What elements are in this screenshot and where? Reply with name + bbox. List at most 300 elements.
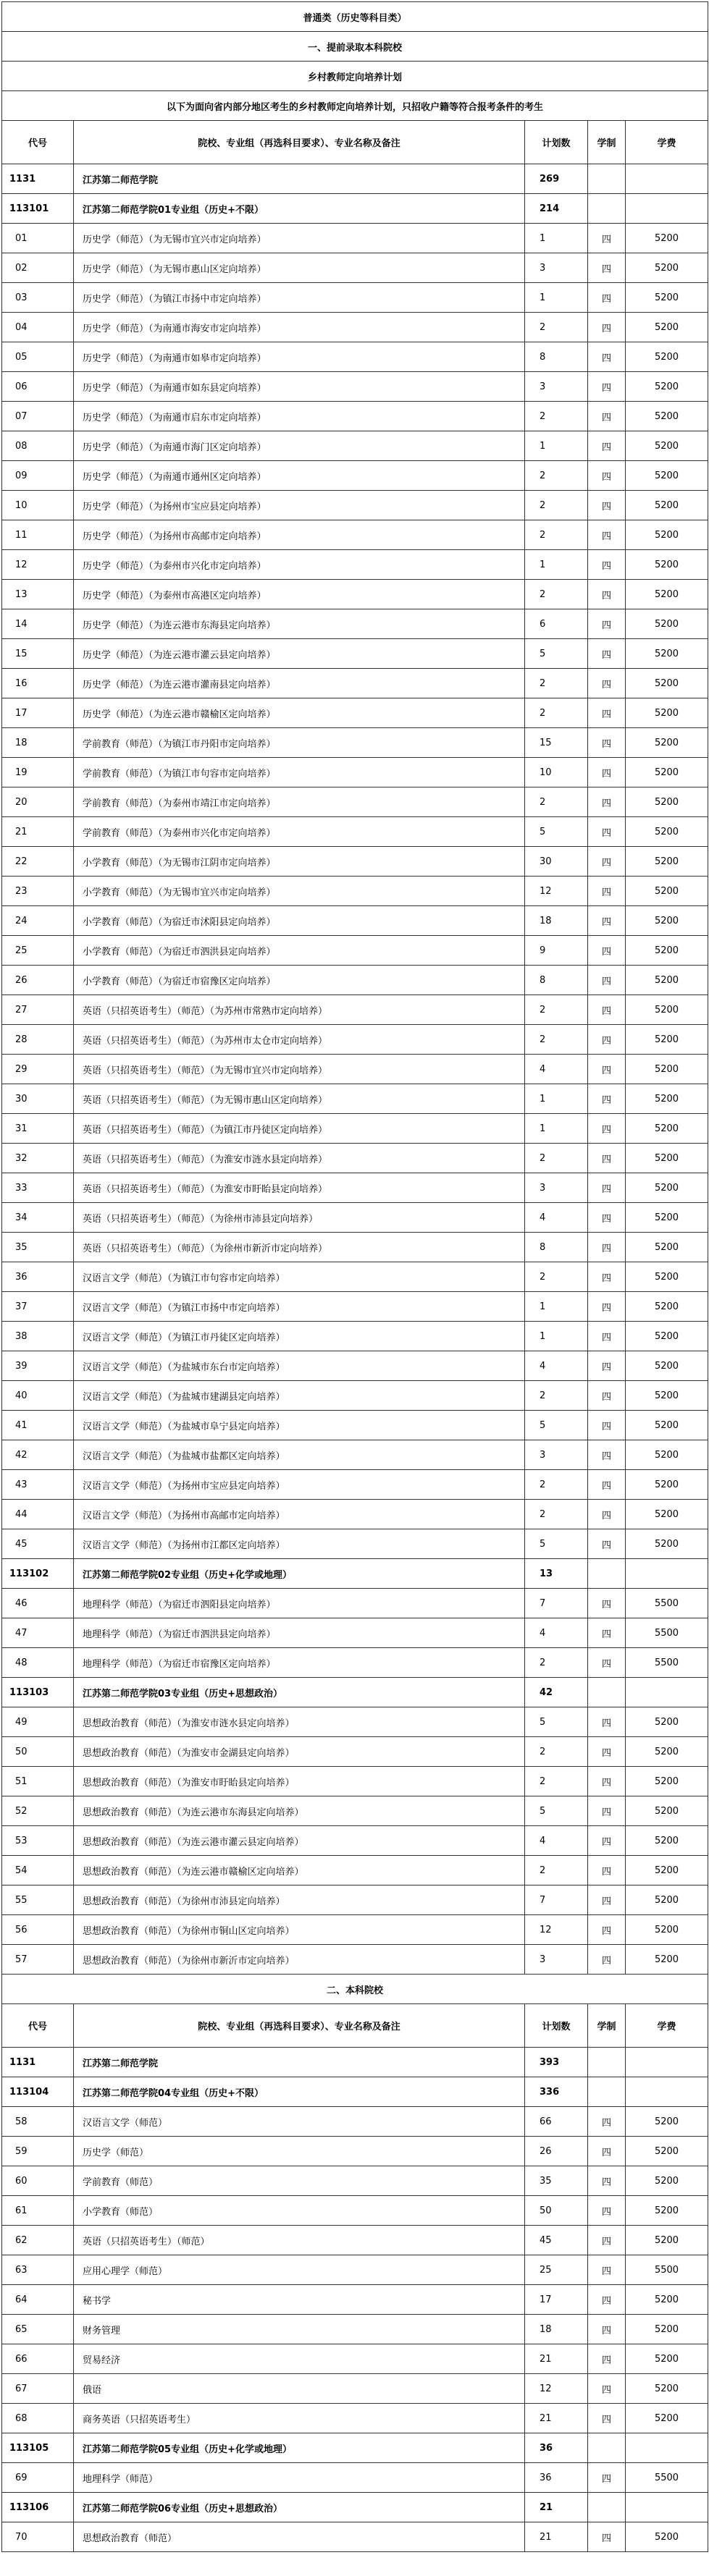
cell-fee: 5200	[626, 1144, 708, 1173]
cell-code: 61	[2, 2196, 74, 2226]
cell-fee	[626, 164, 708, 194]
table-row	[2, 1945, 708, 1975]
cell-name: 思想政治教育（师范）	[74, 2522, 525, 2552]
cell-fee: 5200	[626, 342, 708, 372]
cell-code: 16	[2, 669, 74, 698]
cell-name: 思想政治教育（师范）（为淮安市盱眙县定向培养）	[74, 1767, 525, 1796]
cell-fee: 5200	[626, 1233, 708, 1262]
table-row	[2, 1796, 708, 1826]
cell-code: 15	[2, 639, 74, 669]
cell-name: 英语（只招英语考生）（师范）（为无锡市宜兴市定向培养）	[74, 1055, 525, 1084]
cell-code: 51	[2, 1767, 74, 1796]
cell-code: 07	[2, 402, 74, 431]
cell-name: 学前教育（师范）（为泰州市靖江市定向培养）	[74, 787, 525, 817]
cell-years: 四	[588, 698, 626, 728]
cell-fee	[626, 2048, 708, 2077]
cell-code: 113104	[2, 2077, 74, 2107]
cell-fee: 5200	[626, 1945, 708, 1975]
cell-fee	[626, 194, 708, 224]
table-row	[2, 1084, 708, 1114]
cell-name: 学前教育（师范）	[74, 2166, 525, 2196]
cell-code: 22	[2, 847, 74, 877]
cell-years: 四	[588, 2107, 626, 2137]
table-row	[2, 1648, 708, 1678]
cell-fee: 5500	[626, 2463, 708, 2493]
cell-years: 四	[588, 1500, 626, 1529]
cell-plan: 2	[525, 520, 588, 550]
cell-name: 小学教育（师范）（为无锡市江阴市定向培养）	[74, 847, 525, 877]
cell-years: 四	[588, 1025, 626, 1055]
cell-plan: 15	[525, 728, 588, 758]
cell-years	[588, 2433, 626, 2463]
cell-fee: 5200	[626, 1114, 708, 1144]
cell-name: 历史学（师范）（为无锡市惠山区定向培养）	[74, 253, 525, 283]
cell-name: 历史学（师范）（为扬州市宝应县定向培养）	[74, 491, 525, 520]
cell-name: 江苏第二师范学院03专业组（历史+思想政治）	[74, 1678, 525, 1707]
col-years-header: 学制	[588, 2004, 626, 2048]
cell-code: 59	[2, 2137, 74, 2166]
cell-plan: 3	[525, 1173, 588, 1203]
cell-code: 70	[2, 2522, 74, 2552]
cell-years: 四	[588, 1322, 626, 1351]
table-row	[2, 1203, 708, 1233]
cell-name: 汉语言文学（师范）（为镇江市句容市定向培养）	[74, 1262, 525, 1292]
cell-fee: 5200	[626, 1055, 708, 1084]
table-row	[2, 669, 708, 698]
admission-plan-document	[1, 1, 708, 2552]
table-row	[2, 698, 708, 728]
cell-plan: 5	[525, 639, 588, 669]
cell-years: 四	[588, 1737, 626, 1767]
table-row	[2, 1381, 708, 1411]
cell-fee: 5200	[626, 2226, 708, 2255]
cell-plan: 393	[525, 2048, 588, 2077]
cell-years: 四	[588, 1055, 626, 1084]
cell-years: 四	[588, 1233, 626, 1262]
cell-code: 33	[2, 1173, 74, 1203]
table-row	[2, 1589, 708, 1618]
cell-code: 25	[2, 936, 74, 966]
cell-code: 113102	[2, 1559, 74, 1589]
cell-plan: 30	[525, 847, 588, 877]
cell-code: 65	[2, 2315, 74, 2344]
cell-plan: 10	[525, 758, 588, 787]
cell-plan: 5	[525, 1529, 588, 1559]
cell-years: 四	[588, 2196, 626, 2226]
cell-years: 四	[588, 669, 626, 698]
cell-name: 汉语言文学（师范）（为盐城市建湖县定向培养）	[74, 1381, 525, 1411]
cell-code: 24	[2, 906, 74, 936]
table-row	[2, 936, 708, 966]
cell-plan: 1	[525, 1322, 588, 1351]
cell-plan: 2	[525, 995, 588, 1025]
cell-name: 汉语言文学（师范）（为镇江市扬中市定向培养）	[74, 1292, 525, 1322]
cell-plan: 2	[525, 1648, 588, 1678]
cell-fee: 5200	[626, 1084, 708, 1114]
cell-name: 历史学（师范）（为南通市如东县定向培养）	[74, 372, 525, 402]
table-row	[2, 313, 708, 342]
cell-name: 江苏第二师范学院06专业组（历史+思想政治）	[74, 2493, 525, 2522]
cell-plan: 18	[525, 906, 588, 936]
cell-plan: 269	[525, 164, 588, 194]
section2-heading: 二、本科院校	[2, 1975, 708, 2004]
cell-years: 四	[588, 1351, 626, 1381]
cell-code: 37	[2, 1292, 74, 1322]
cell-plan: 42	[525, 1678, 588, 1707]
cell-years: 四	[588, 995, 626, 1025]
cell-plan: 25	[525, 2255, 588, 2285]
cell-years: 四	[588, 1292, 626, 1322]
cell-name: 历史学（师范）（为南通市启东市定向培养）	[74, 402, 525, 431]
cell-code: 66	[2, 2344, 74, 2374]
table-row	[2, 1500, 708, 1529]
table-row	[2, 1144, 708, 1173]
cell-fee: 5200	[626, 253, 708, 283]
table-row	[2, 580, 708, 609]
table-row	[2, 461, 708, 491]
section2-column-header	[2, 2004, 708, 2048]
cell-plan: 2	[525, 669, 588, 698]
col-code-header: 代号	[2, 121, 74, 164]
cell-years: 四	[588, 1648, 626, 1678]
cell-plan: 45	[525, 2226, 588, 2255]
cell-name: 小学教育（师范）（为宿迁市宿豫区定向培养）	[74, 966, 525, 995]
cell-years: 四	[588, 2226, 626, 2255]
cell-name: 学前教育（师范）（为镇江市句容市定向培养）	[74, 758, 525, 787]
cell-code: 113106	[2, 2493, 74, 2522]
cell-years: 四	[588, 1411, 626, 1440]
cell-code: 14	[2, 609, 74, 639]
table-row	[2, 491, 708, 520]
cell-years: 四	[588, 1381, 626, 1411]
table-row	[2, 402, 708, 431]
cell-plan: 1	[525, 1114, 588, 1144]
cell-name: 历史学（师范）（为连云港市灌云县定向培养）	[74, 639, 525, 669]
cell-code: 56	[2, 1915, 74, 1945]
cell-plan: 1	[525, 224, 588, 253]
table-row	[2, 1707, 708, 1737]
cell-code: 44	[2, 1500, 74, 1529]
section1-note: 以下为面向省内部分地区考生的乡村教师定向培养计划，只招收户籍等符合报考条件的考生	[2, 91, 708, 121]
cell-years: 四	[588, 1885, 626, 1915]
cell-plan: 2	[525, 787, 588, 817]
cell-years: 四	[588, 491, 626, 520]
table-row	[2, 1292, 708, 1322]
table-row	[2, 1767, 708, 1796]
cell-code: 19	[2, 758, 74, 787]
cell-code: 31	[2, 1114, 74, 1144]
group-row	[2, 2493, 708, 2522]
cell-plan: 2	[525, 698, 588, 728]
table-row	[2, 2255, 708, 2285]
cell-code: 113105	[2, 2433, 74, 2463]
group-row	[2, 1678, 708, 1707]
cell-code: 17	[2, 698, 74, 728]
table-row	[2, 2226, 708, 2255]
cell-years	[588, 2077, 626, 2107]
col-name-header: 院校、专业组（再选科目要求）、专业名称及备注	[74, 2004, 525, 2048]
cell-plan: 2	[525, 461, 588, 491]
col-years-header: 学制	[588, 121, 626, 164]
cell-name: 学前教育（师范）（为泰州市兴化市定向培养）	[74, 817, 525, 847]
cell-fee: 5200	[626, 728, 708, 758]
cell-fee: 5200	[626, 1262, 708, 1292]
cell-name: 小学教育（师范）	[74, 2196, 525, 2226]
cell-name: 财务管理	[74, 2315, 525, 2344]
cell-years: 四	[588, 2344, 626, 2374]
cell-name: 英语（只招英语考生）（师范）（为淮安市涟水县定向培养）	[74, 1144, 525, 1173]
cell-fee: 5200	[626, 2374, 708, 2404]
cell-fee: 5200	[626, 1411, 708, 1440]
table-row	[2, 1856, 708, 1885]
cell-code: 36	[2, 1262, 74, 1292]
cell-years: 四	[588, 1262, 626, 1292]
cell-years: 四	[588, 1470, 626, 1500]
table-row	[2, 2166, 708, 2196]
cell-plan: 2	[525, 1025, 588, 1055]
cell-fee: 5200	[626, 580, 708, 609]
cell-name: 江苏第二师范学院05专业组（历史+化学或地理）	[74, 2433, 525, 2463]
cell-code: 52	[2, 1796, 74, 1826]
cell-name: 江苏第二师范学院	[74, 164, 525, 194]
cell-plan: 21	[525, 2522, 588, 2552]
cell-fee: 5200	[626, 402, 708, 431]
cell-code: 10	[2, 491, 74, 520]
cell-name: 江苏第二师范学院04专业组（历史+不限）	[74, 2077, 525, 2107]
cell-code: 55	[2, 1885, 74, 1915]
cell-fee: 5200	[626, 787, 708, 817]
cell-code: 11	[2, 520, 74, 550]
cell-plan: 50	[525, 2196, 588, 2226]
cell-fee: 5200	[626, 1351, 708, 1381]
table-row	[2, 2344, 708, 2374]
cell-fee: 5200	[626, 639, 708, 669]
cell-name: 思想政治教育（师范）（为淮安市涟水县定向培养）	[74, 1707, 525, 1737]
cell-name: 秘书学	[74, 2285, 525, 2315]
cell-code: 09	[2, 461, 74, 491]
cell-code: 47	[2, 1618, 74, 1648]
table-row	[2, 1114, 708, 1144]
cell-fee: 5200	[626, 1470, 708, 1500]
table-row	[2, 1826, 708, 1856]
cell-code: 67	[2, 2374, 74, 2404]
table-row	[2, 1737, 708, 1767]
cell-code: 69	[2, 2463, 74, 2493]
cell-fee	[626, 2433, 708, 2463]
cell-years: 四	[588, 1144, 626, 1173]
group-row	[2, 2077, 708, 2107]
cell-years	[588, 1678, 626, 1707]
cell-fee: 5200	[626, 2137, 708, 2166]
cell-years: 四	[588, 1945, 626, 1975]
cell-name: 历史学（师范）（为南通市通州区定向培养）	[74, 461, 525, 491]
section2-body	[2, 1975, 708, 2552]
cell-code: 45	[2, 1529, 74, 1559]
cell-years: 四	[588, 1440, 626, 1470]
cell-name: 思想政治教育（师范）（为徐州市铜山区定向培养）	[74, 1915, 525, 1945]
cell-fee: 5200	[626, 2344, 708, 2374]
cell-years: 四	[588, 1618, 626, 1648]
cell-plan: 4	[525, 1351, 588, 1381]
cell-plan: 2	[525, 1737, 588, 1767]
cell-fee: 5200	[626, 550, 708, 580]
cell-years: 四	[588, 2315, 626, 2344]
table-row	[2, 1233, 708, 1262]
cell-name: 小学教育（师范）（为宿迁市沭阳县定向培养）	[74, 906, 525, 936]
cell-code: 46	[2, 1589, 74, 1618]
cell-name: 历史学（师范）（为南通市海安市定向培养）	[74, 313, 525, 342]
cell-fee: 5200	[626, 817, 708, 847]
cell-code: 02	[2, 253, 74, 283]
cell-plan: 1	[525, 431, 588, 461]
cell-fee: 5200	[626, 1440, 708, 1470]
table-row	[2, 1618, 708, 1648]
cell-name: 学前教育（师范）（为镇江市丹阳市定向培养）	[74, 728, 525, 758]
cell-code: 28	[2, 1025, 74, 1055]
col-name-header: 院校、专业组（再选科目要求）、专业名称及备注	[74, 121, 525, 164]
cell-name: 思想政治教育（师范）（为连云港市东海县定向培养）	[74, 1796, 525, 1826]
cell-plan: 12	[525, 1915, 588, 1945]
cell-name: 江苏第二师范学院	[74, 2048, 525, 2077]
table-row	[2, 253, 708, 283]
cell-fee: 5200	[626, 224, 708, 253]
cell-years: 四	[588, 1084, 626, 1114]
table-row	[2, 2196, 708, 2226]
cell-name: 汉语言文学（师范）（为扬州市高邮市定向培养）	[74, 1500, 525, 1529]
cell-plan: 8	[525, 342, 588, 372]
cell-fee: 5200	[626, 372, 708, 402]
cell-years: 四	[588, 2255, 626, 2285]
cell-years: 四	[588, 1203, 626, 1233]
cell-fee: 5200	[626, 1885, 708, 1915]
cell-fee: 5200	[626, 1529, 708, 1559]
cell-years: 四	[588, 1589, 626, 1618]
cell-fee: 5200	[626, 1796, 708, 1826]
cell-code: 43	[2, 1470, 74, 1500]
cell-fee	[626, 1559, 708, 1589]
cell-fee: 5200	[626, 966, 708, 995]
cell-code: 50	[2, 1737, 74, 1767]
cell-plan: 8	[525, 966, 588, 995]
table-row	[2, 1440, 708, 1470]
cell-plan: 4	[525, 1055, 588, 1084]
cell-code: 64	[2, 2285, 74, 2315]
cell-name: 历史学（师范）（为无锡市宜兴市定向培养）	[74, 224, 525, 253]
cell-years: 四	[588, 283, 626, 313]
cell-code: 48	[2, 1648, 74, 1678]
cell-years: 四	[588, 906, 626, 936]
table-row	[2, 2315, 708, 2344]
cell-code: 34	[2, 1203, 74, 1233]
cell-code: 05	[2, 342, 74, 372]
cell-plan: 2	[525, 1470, 588, 1500]
cell-years: 四	[588, 758, 626, 787]
cell-plan: 21	[525, 2344, 588, 2374]
cell-fee: 5200	[626, 698, 708, 728]
cell-plan: 2	[525, 580, 588, 609]
cell-name: 应用心理学（师范）	[74, 2255, 525, 2285]
cell-years: 四	[588, 1529, 626, 1559]
cell-fee: 5200	[626, 1826, 708, 1856]
cell-name: 思想政治教育（师范）（为连云港市灌云县定向培养）	[74, 1826, 525, 1856]
cell-fee: 5500	[626, 1618, 708, 1648]
cell-code: 27	[2, 995, 74, 1025]
cell-code: 20	[2, 787, 74, 817]
table-row	[2, 1885, 708, 1915]
table-row	[2, 372, 708, 402]
cell-years: 四	[588, 580, 626, 609]
cell-fee: 5200	[626, 491, 708, 520]
cell-plan: 17	[525, 2285, 588, 2315]
table-row	[2, 283, 708, 313]
cell-name: 小学教育（师范）（为无锡市宜兴市定向培养）	[74, 877, 525, 906]
table-row	[2, 906, 708, 936]
cell-code: 18	[2, 728, 74, 758]
cell-fee: 5200	[626, 2107, 708, 2137]
cell-years: 四	[588, 520, 626, 550]
cell-years: 四	[588, 372, 626, 402]
table-row	[2, 2285, 708, 2315]
cell-name: 思想政治教育（师范）（为淮安市金湖县定向培养）	[74, 1737, 525, 1767]
cell-code: 32	[2, 1144, 74, 1173]
table-row	[2, 342, 708, 372]
cell-fee: 5200	[626, 2196, 708, 2226]
cell-code: 04	[2, 313, 74, 342]
cell-plan: 5	[525, 1707, 588, 1737]
cell-fee: 5200	[626, 461, 708, 491]
table-row	[2, 1262, 708, 1292]
cell-years: 四	[588, 2404, 626, 2433]
cell-years: 四	[588, 253, 626, 283]
cell-name: 汉语言文学（师范）（为扬州市江都区定向培养）	[74, 1529, 525, 1559]
cell-years: 四	[588, 966, 626, 995]
table-row	[2, 1529, 708, 1559]
cell-plan: 6	[525, 609, 588, 639]
cell-plan: 13	[525, 1559, 588, 1589]
cell-plan: 336	[525, 2077, 588, 2107]
cell-years: 四	[588, 639, 626, 669]
cell-fee: 5200	[626, 313, 708, 342]
cell-plan: 21	[525, 2493, 588, 2522]
cell-name: 贸易经济	[74, 2344, 525, 2374]
cell-name: 地理科学（师范）（为宿迁市泗阳县定向培养）	[74, 1589, 525, 1618]
cell-fee: 5200	[626, 1322, 708, 1351]
cell-name: 俄语	[74, 2374, 525, 2404]
cell-fee: 5200	[626, 669, 708, 698]
cell-years	[588, 2048, 626, 2077]
cell-fee: 5200	[626, 1737, 708, 1767]
table-row	[2, 224, 708, 253]
table-row	[2, 1351, 708, 1381]
cell-name: 历史学（师范）（为连云港市赣榆区定向培养）	[74, 698, 525, 728]
cell-years	[588, 164, 626, 194]
cell-plan: 7	[525, 1885, 588, 1915]
col-plan-header: 计划数	[525, 121, 588, 164]
cell-code: 13	[2, 580, 74, 609]
cell-years: 四	[588, 1856, 626, 1885]
cell-fee: 5200	[626, 520, 708, 550]
table-row	[2, 966, 708, 995]
cell-name: 汉语言文学（师范）（为盐城市盐都区定向培养）	[74, 1440, 525, 1470]
cell-plan: 3	[525, 1945, 588, 1975]
cell-years: 四	[588, 817, 626, 847]
table-row	[2, 877, 708, 906]
cell-name: 小学教育（师范）（为宿迁市泗洪县定向培养）	[74, 936, 525, 966]
cell-plan: 1	[525, 283, 588, 313]
cell-name: 汉语言文学（师范）	[74, 2107, 525, 2137]
cell-plan: 21	[525, 2404, 588, 2433]
table-row	[2, 787, 708, 817]
